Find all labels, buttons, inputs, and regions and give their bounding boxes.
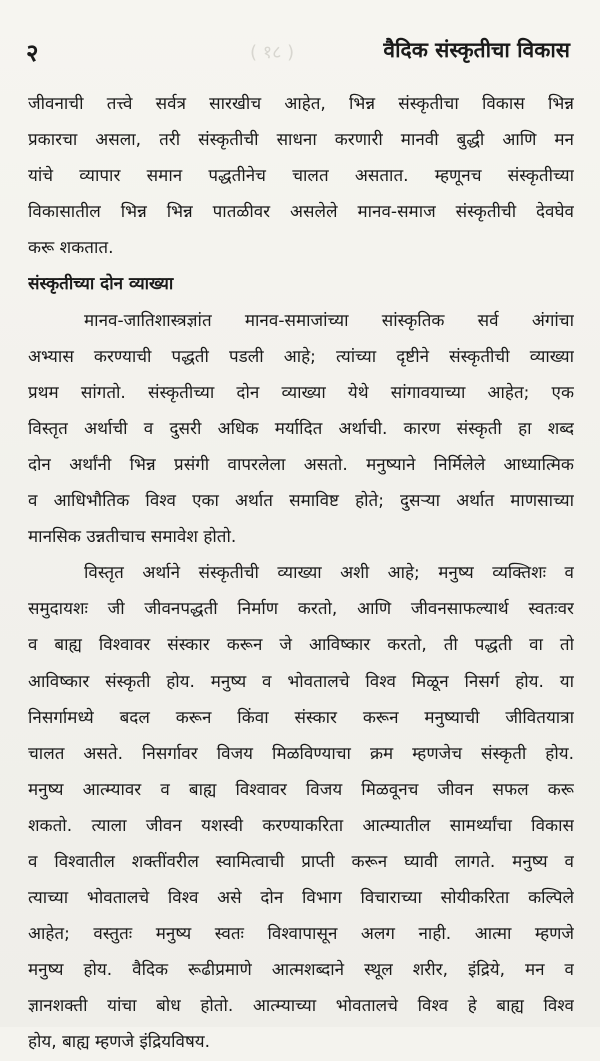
- text-line: विकासातील भिन्न भिन्न पातळीवर असलेले मानव-समाज संस्कृतीची देवघेव: [28, 202, 574, 223]
- text-line: मानसिक उन्नतीचाच समावेश होतो.: [28, 527, 237, 548]
- text-line: आहेत; वस्तुतः मनुष्य स्वतः विश्वापासून अलग नाही. आत्मा म्हणजे: [28, 924, 574, 945]
- text-line: जीवनाची तत्त्वे सर्वत्र सारखीच आहेत, भिन्न संस्कृतीचा विकास भिन्न: [28, 94, 574, 114]
- bleed-through-page-mark: ( १८ ): [250, 42, 295, 63]
- text-line: यांचे व्यापार समान पद्धतीनेच चालत असतात. म्हणूनच संस्कृतीच्या: [28, 166, 574, 187]
- text-line: शकतो. त्याला जीवन यशस्वी करण्याकरिता आत्म्यातील सामर्थ्यांचा विकास: [28, 815, 574, 836]
- text-line: व आधिभौतिक विश्व एका अर्थात समाविष्ट होते; दुसऱ्या अर्थात माणसाच्या: [28, 491, 574, 512]
- text-line: समुदायशः जी जीवनपद्धती निर्माण करतो, आणि जीवनसाफल्यार्थ स्वतःवर: [28, 599, 574, 620]
- section-heading: संस्कृतीच्या दोन व्याख्या: [28, 274, 174, 295]
- text-line: होय, बाह्य म्हणजे इंद्रियविषय.: [28, 1032, 211, 1053]
- text-line: निसर्गामध्ये बदल करून किंवा संस्कार करून मनुष्याची जीवितयात्रा: [28, 707, 574, 728]
- body-text: [28, 86, 574, 1061]
- text-line: चालत असते. निसर्गावर विजय मिळविण्याचा क्रम म्हणजेच संस्कृती होय.: [28, 743, 574, 764]
- text-line: करू शकतात.: [28, 238, 114, 259]
- text-line: व विश्वातील शक्तींवरील स्वामित्वाची प्राप्ती करून घ्यावी लागते. मनुष्य व: [28, 851, 574, 872]
- text-line: दोन अर्थांनी भिन्न प्रसंगी वापरलेला असतो. मनुष्याने निर्मिलेले आध्यात्मिक: [28, 454, 574, 475]
- text-line: आविष्कार संस्कृती होय. मनुष्य व भोवतालचे विश्व मिळून निसर्ग होय. या: [28, 671, 574, 692]
- text-line: ज्ञानशक्ती यांचा बोध होतो. आत्म्याच्या भोवतालचे विश्व हे बाह्य विश्व: [28, 996, 574, 1017]
- text-line: व बाह्य विश्वावर संस्कार करून जे आविष्कार करतो, ती पद्धती वा तो: [28, 635, 574, 656]
- text-line: प्रथम सांगतो. संस्कृतीच्या दोन व्याख्या येथे सांगावयाच्या आहेत; एक: [28, 382, 574, 403]
- paragraph-first-line: विस्तृत अर्थाने संस्कृतीची व्याख्या अशी आहे; मनुष्य व्यक्तिशः व: [84, 563, 574, 584]
- text-line: अभ्यास करण्याची पद्धती पडली आहे; त्यांच्या दृष्टीने संस्कृतीची व्याख्या: [28, 346, 574, 367]
- text-line: मनुष्य होय. वैदिक रूढीप्रमाणे आत्मशब्दाने स्थूल शरीर, इंद्रिये, मन व: [28, 960, 574, 981]
- paragraph-first-line: मानव-जातिशास्त्रज्ञांत मानव-समाजांच्या सांस्कृतिक सर्व अंगांचा: [84, 310, 574, 331]
- text-line: प्रकारचा असला, तरी संस्कृतीची साधना करणारी मानवी बुद्धी आणि मन: [28, 130, 574, 151]
- running-title: वैदिक संस्कृतीचा विकास: [383, 38, 570, 62]
- text-line: त्याच्या भोवतालचे विश्व असे दोन विभाग विचाराच्या सोयीकरिता कल्पिले: [28, 888, 574, 909]
- page-number: २: [26, 39, 39, 67]
- text-line: मनुष्य आत्म्यावर व बाह्य विश्वावर विजय मिळवूनच जीवन सफल करू: [28, 779, 574, 800]
- text-line: विस्तृत अर्थाची व दुसरी अधिक मर्यादित अर्थाची. कारण संस्कृती हा शब्द: [28, 418, 574, 439]
